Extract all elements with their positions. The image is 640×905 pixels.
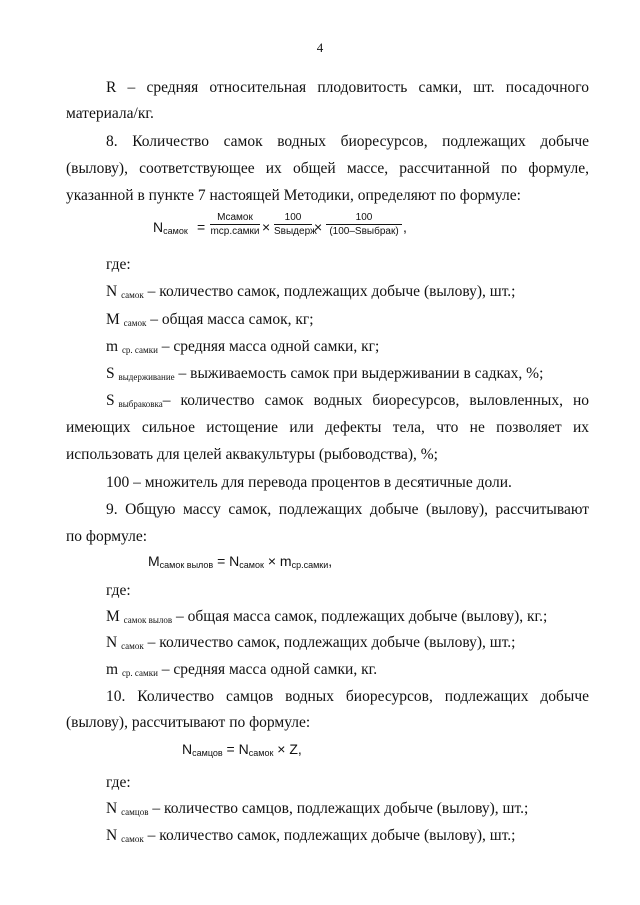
r-definition-line-2: материала/кг.: [66, 105, 154, 122]
def-m-samok: M $_{самок}$ – общая масса самок, кг;: [106, 311, 314, 328]
paragraph-8-line-3: указанной в пункте 7 настоящей Методики, определяют по формуле:: [66, 187, 521, 204]
where-label-3: где:: [106, 774, 131, 791]
def-n-samok: N $_{самок}$ – количество самок, подлежащих добыче (вылову), шт.;: [106, 283, 516, 300]
r-definition-line-1: R – средняя относительная плодовитость самки, шт. посадочного: [106, 79, 589, 96]
paragraph-9-line-2: по формуле:: [66, 528, 148, 545]
document-page: 4 R – средняя относительная плодовитость самки, шт. посадочного материала/кг. 8. Количество самок водных биоресурсов, подлежащих добыче (вылову), соответствующее их общей массе, рассчитанной по формуле, указанной в пункте 7 настоящей Методики, определяют по формуле: $N_{самок}$ = Mсамок mср.самки × 100 Sвыдерж × 100 (100–Sвыбрак) , где: N $_{самок}$ – количество самок, подлежащих добыче (вылову), шт.; M $_{самок}$ – общая масса самок, кг; m $_{ср. самки}$ – средняя масса одной самки, кг; S $_{выдерживание}$ – выживаемость самок при выдерживании в садках, %; S $_{выбраковка}$ – количество самок водных биоресурсов, выловленных, но имеющих сильное истощение или дефекты тела, что не позволяет их использовать для целей аквакультуры (рыбоводства), %; 100 – множитель для перевода процентов в десятичные доли. 9. Общую массу самок, подлежащих добыче (вылову), рассчитывают по формуле: $M_{самок вылов} = N_{самок} \times m_{ср.самки}$, где: M $_{самок вылов}$ – общая масса самок, подлежащих добыче (вылову), кг.; N $_{самок}$ – количество самок, подлежащих добыче (вылову), шт.; m $_{ср. самки}$ – средняя масса одной самки, кг. 10. Количество самцов водных биоресурсов, подлежащих добыче (вылову), рассчитывают по формуле: $N_{самцов} = N_{самок} \times Z$, где: N $_{самцов}$ – количество самцов, подлежащих добыче (вылову), шт.; N $_{самок}$ – количество самок, подлежащих добыче (вылову), шт.;: [0, 0, 640, 905]
def-s-vybrakovka-line-1: S $_{выбраковка}$ – количество самок водных биоресурсов, выловленных, но: [106, 392, 589, 409]
formula-m-samok-vylov: $M_{самок вылов} = N_{самок} \times m_{ср.самки}$,: [148, 553, 333, 570]
where-label-1: где:: [106, 256, 131, 273]
def-n-samok-2: N $_{самок}$ – количество самок, подлежащих добыче (вылову), шт.;: [106, 634, 516, 651]
page-number: 4: [316, 40, 324, 55]
def-m-samok-vylov: M $_{самок вылов}$ – общая масса самок, подлежащих добыче (вылову), кг.;: [106, 608, 548, 625]
def-s-vybrakovka-line-3: использовать для целей аквакультуры (рыбоводства), %;: [66, 446, 438, 463]
def-n-samok-3: N $_{самок}$ – количество самок, подлежащих добыче (вылову), шт.;: [106, 827, 516, 844]
paragraph-8-line-2: (вылову), соответствующее их общей массе, рассчитанной по формуле,: [66, 160, 589, 177]
def-m-sr-samki-2: m $_{ср. самки}$ – средняя масса одной самки, кг.: [106, 661, 378, 678]
def-s-vyderzhivanie: S $_{выдерживание}$ – выживаемость самок при выдерживании в садках, %;: [106, 365, 544, 382]
where-label-2: где:: [106, 582, 131, 599]
def-n-samtsov: N $_{самцов}$ – количество самцов, подлежащих добыче (вылову), шт.;: [106, 800, 529, 817]
formula-n-samtsov: $N_{самцов} = N_{самок} \times Z$,: [182, 741, 302, 758]
paragraph-10-line-1: 10. Количество самцов водных биоресурсов, подлежащих добыче: [106, 688, 589, 705]
def-m-sr-samki: m $_{ср. самки}$ – средняя масса одной самки, кг;: [106, 338, 380, 355]
paragraph-9-line-1: 9. Общую массу самок, подлежащих добыче (вылову), рассчитывают: [106, 501, 589, 518]
def-s-vybrakovka-line-2: имеющих сильное истощение или дефекты тела, что не позволяет их: [66, 419, 589, 436]
paragraph-10-line-2: (вылову), рассчитывают по формуле:: [66, 714, 311, 731]
def-100: 100 – множитель для перевода процентов в десятичные доли.: [106, 474, 512, 491]
paragraph-8-line-1: 8. Количество самок водных биоресурсов, подлежащих добыче: [106, 133, 589, 150]
